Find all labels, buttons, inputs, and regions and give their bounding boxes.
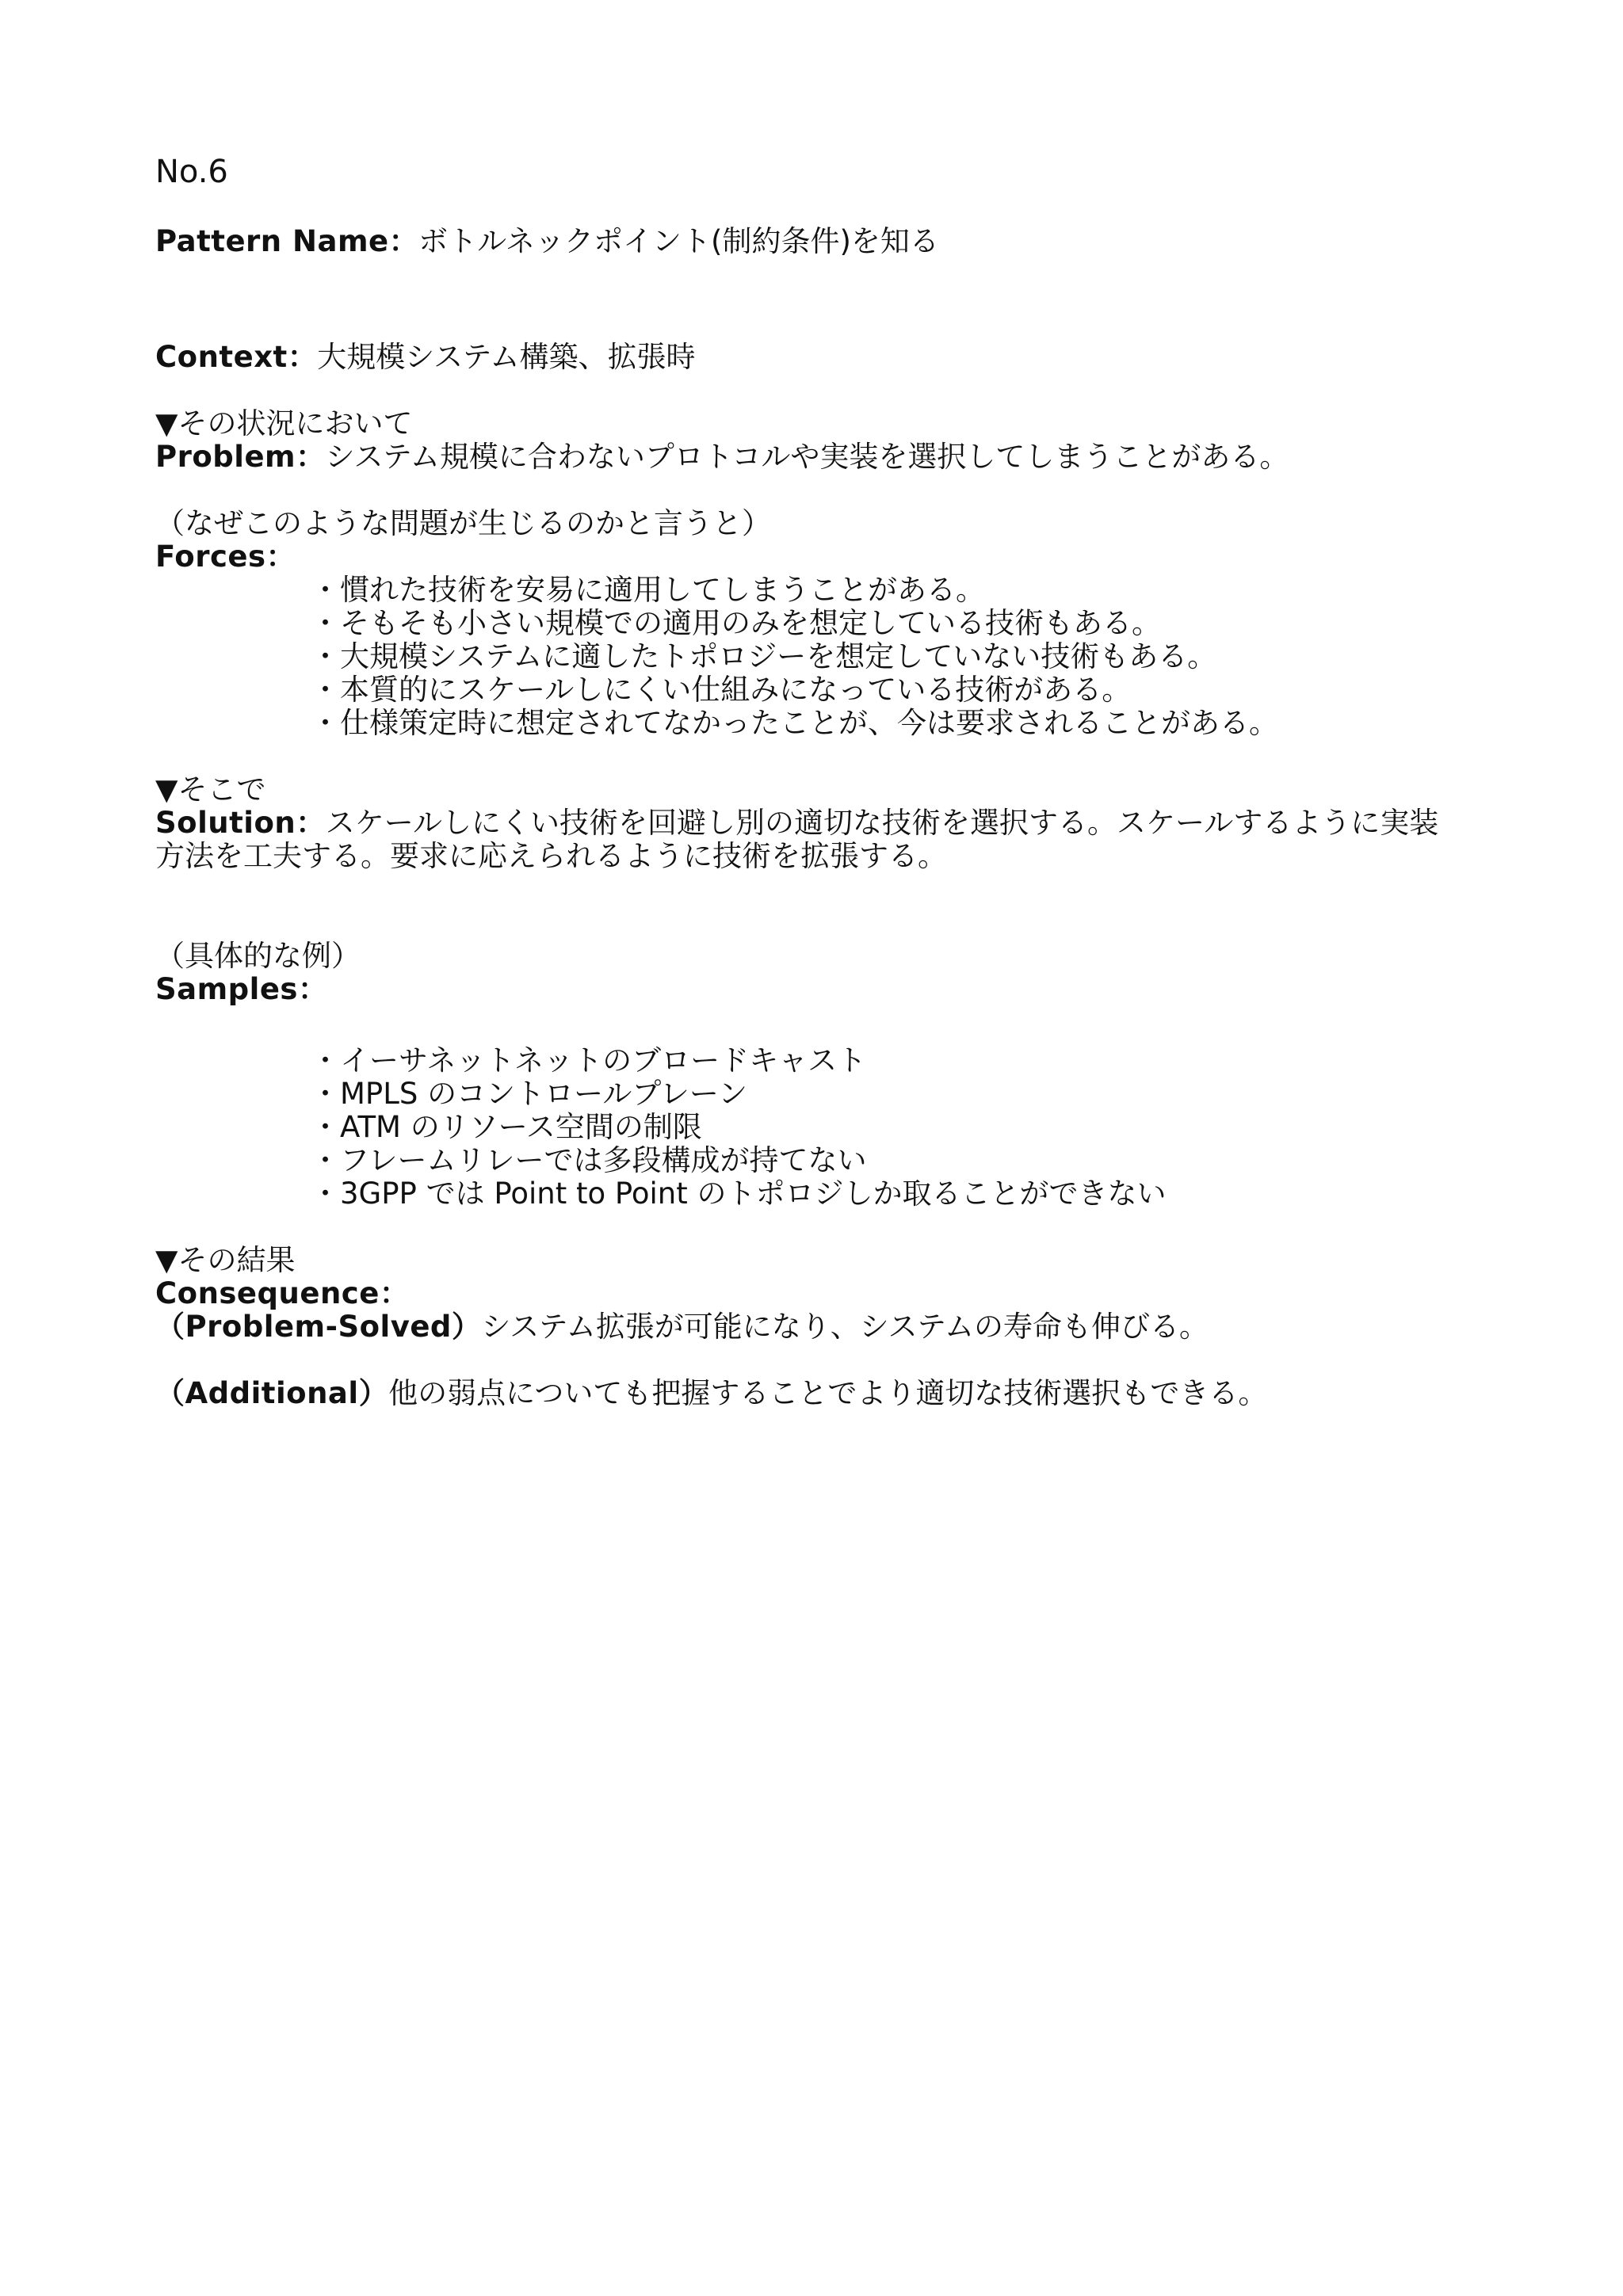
samples-item: ・ATM のリソース空間の制限	[311, 1110, 702, 1144]
forces-item: ・大規模システムに適したトポロジーを想定していない技術もある。	[311, 639, 1217, 673]
consequence-label: Consequence：	[155, 1276, 410, 1310]
forces-item: ・仕様策定時に想定されてなかったことが、今は要求されることがある。	[311, 706, 1278, 740]
forces-label: Forces：	[155, 540, 296, 574]
problem-value: システム規模に合わないプロトコルや実装を選択してしまうことがある。	[325, 440, 1289, 474]
pattern-name-label: Pattern Name：	[155, 224, 419, 258]
solution-row	[155, 807, 1438, 840]
additional-label: （Additional）	[155, 1376, 389, 1410]
forces-item: ・本質的にスケールしにくい仕組みになっている技術がある。	[311, 673, 1132, 707]
solution-intro: ▼そこで	[155, 772, 266, 807]
problem-label: Problem：	[155, 440, 326, 474]
samples-item: ・フレームリレーでは多段構成が持てない	[311, 1143, 867, 1177]
problem-intro: ▼その状況において	[155, 406, 413, 441]
samples-item: ・イーサネットネットのブロードキャスト	[311, 1043, 867, 1077]
samples-item: ・3GPP では Point to Point のトポロジしか取ることができない	[311, 1177, 1167, 1211]
context-row	[155, 341, 696, 374]
solution-label: Solution：	[155, 806, 326, 840]
forces-item: ・そもそも小さい規模での適用のみを想定している技術もある。	[311, 606, 1161, 640]
consequence-solved-row	[155, 1310, 1209, 1344]
forces-intro: （なぜこのような問題が生じるのかと言うと）	[155, 506, 771, 540]
consequence-additional-row	[155, 1377, 1267, 1410]
problem-solved-value: システム拡張が可能になり、システムの寿命も伸びる。	[481, 1310, 1209, 1344]
forces-item: ・慣れた技術を安易に適用してしまうことがある。	[311, 573, 985, 607]
problem-solved-label: （Problem-Solved）	[155, 1310, 482, 1344]
additional-value: 他の弱点についても把握することでより適切な技術選択もできる。	[388, 1376, 1268, 1410]
pattern-name-row	[155, 225, 939, 258]
context-value: 大規模システム構築、拡張時	[317, 340, 696, 374]
samples-intro: （具体的な例）	[155, 939, 361, 973]
solution-line-2: 方法を工夫する。要求に応えられるように技術を拡張する。	[155, 839, 947, 873]
pattern-name-value: ボトルネックポイント(制約条件)を知る	[418, 224, 939, 258]
pattern-number: No.6	[155, 154, 228, 190]
samples-item: ・MPLS のコントロールプレーン	[311, 1077, 748, 1111]
problem-row	[155, 441, 1289, 474]
consequence-intro: ▼その結果	[155, 1243, 296, 1277]
context-label: Context：	[155, 340, 318, 374]
samples-label: Samples：	[155, 972, 328, 1006]
solution-line-1: スケールしにくい技術を回避し別の適切な技術を選択する。スケールするように実装	[325, 806, 1439, 840]
